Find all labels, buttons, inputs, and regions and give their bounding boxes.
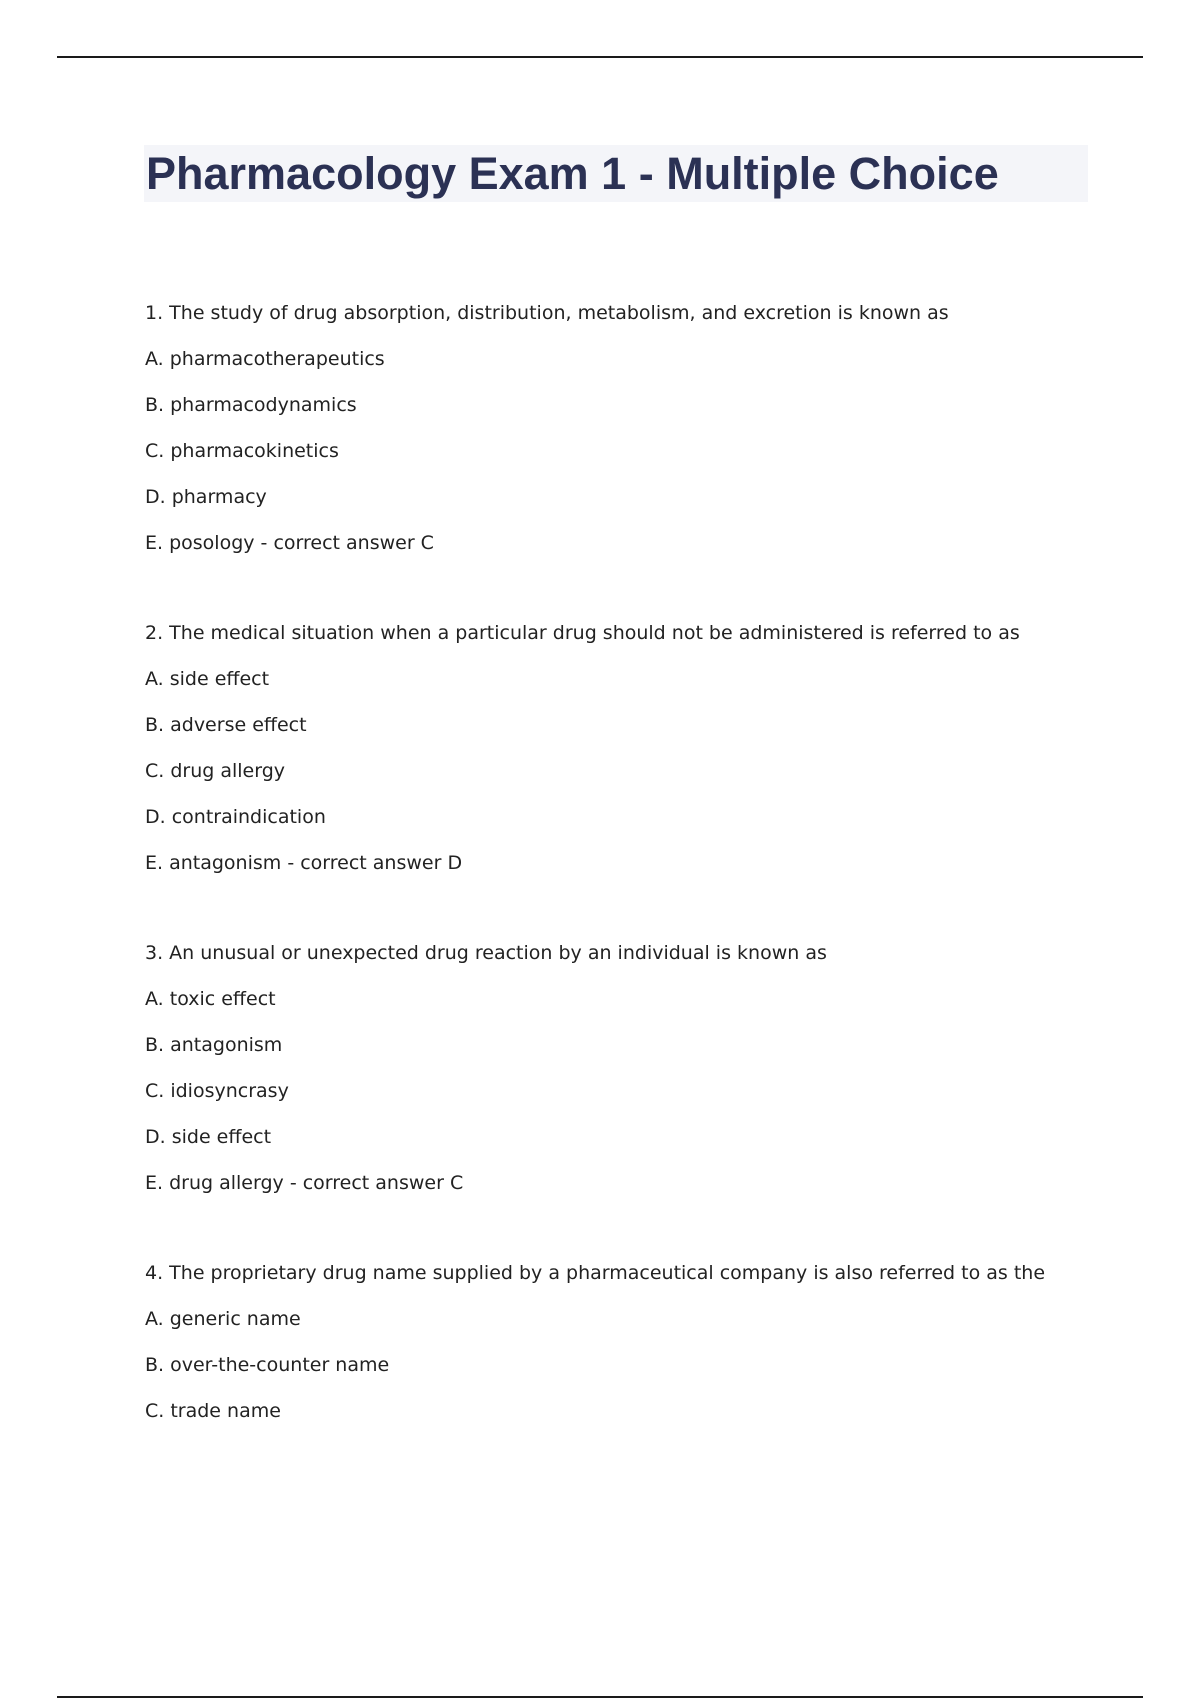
answer-separator: - bbox=[283, 1172, 303, 1194]
option-b: B. over-the-counter name bbox=[145, 1354, 390, 1376]
option-e-with-answer bbox=[145, 520, 1095, 566]
option-d: D. pharmacy bbox=[145, 486, 267, 508]
answer-separator: - bbox=[281, 852, 301, 874]
option-b: B. adverse effect bbox=[145, 714, 307, 736]
correct-answer: correct answer C bbox=[273, 532, 434, 554]
question-2 bbox=[145, 610, 1095, 886]
option-a: A. side effect bbox=[145, 668, 270, 690]
option-a: A. toxic effect bbox=[145, 988, 276, 1010]
question-text: 1. The study of drug absorption, distribution, metabolism, and excretion is known as bbox=[145, 302, 949, 324]
option-a: A. generic name bbox=[145, 1308, 301, 1330]
option-e-with-answer bbox=[145, 1160, 1095, 1206]
option-b: B. pharmacodynamics bbox=[145, 394, 357, 416]
question-text: 2. The medical situation when a particular drug should not be administered is referred to as bbox=[145, 622, 1020, 644]
option-e: E. antagonism bbox=[145, 852, 282, 874]
question-3 bbox=[145, 930, 1095, 1206]
option-c: C. pharmacokinetics bbox=[145, 440, 339, 462]
option-b: B. antagonism bbox=[145, 1034, 283, 1056]
footer-rule bbox=[57, 1696, 1143, 1698]
option-c: C. drug allergy bbox=[145, 760, 286, 782]
option-a: A. pharmacotherapeutics bbox=[145, 348, 385, 370]
question-text: 3. An unusual or unexpected drug reaction by an individual is known as bbox=[145, 942, 827, 964]
question-4 bbox=[145, 1250, 1095, 1434]
question-text: 4. The proprietary drug name supplied by a pharmaceutical company is also referred to as the bbox=[145, 1262, 1046, 1284]
option-e-with-answer bbox=[145, 840, 1095, 886]
document-title: Pharmacology Exam 1 - Multiple Choice bbox=[146, 148, 999, 199]
question-list bbox=[145, 290, 1095, 1434]
option-d: D. side effect bbox=[145, 1126, 272, 1148]
correct-answer: correct answer D bbox=[300, 852, 463, 874]
option-c: C. trade name bbox=[145, 1400, 281, 1422]
answer-separator: - bbox=[254, 532, 274, 554]
option-e: E. drug allergy bbox=[145, 1172, 284, 1194]
header-rule bbox=[57, 56, 1143, 58]
question-1 bbox=[145, 290, 1095, 566]
option-e: E. posology bbox=[145, 532, 255, 554]
option-d: D. contraindication bbox=[145, 806, 326, 828]
option-c: C. idiosyncrasy bbox=[145, 1080, 289, 1102]
correct-answer: correct answer C bbox=[302, 1172, 464, 1194]
